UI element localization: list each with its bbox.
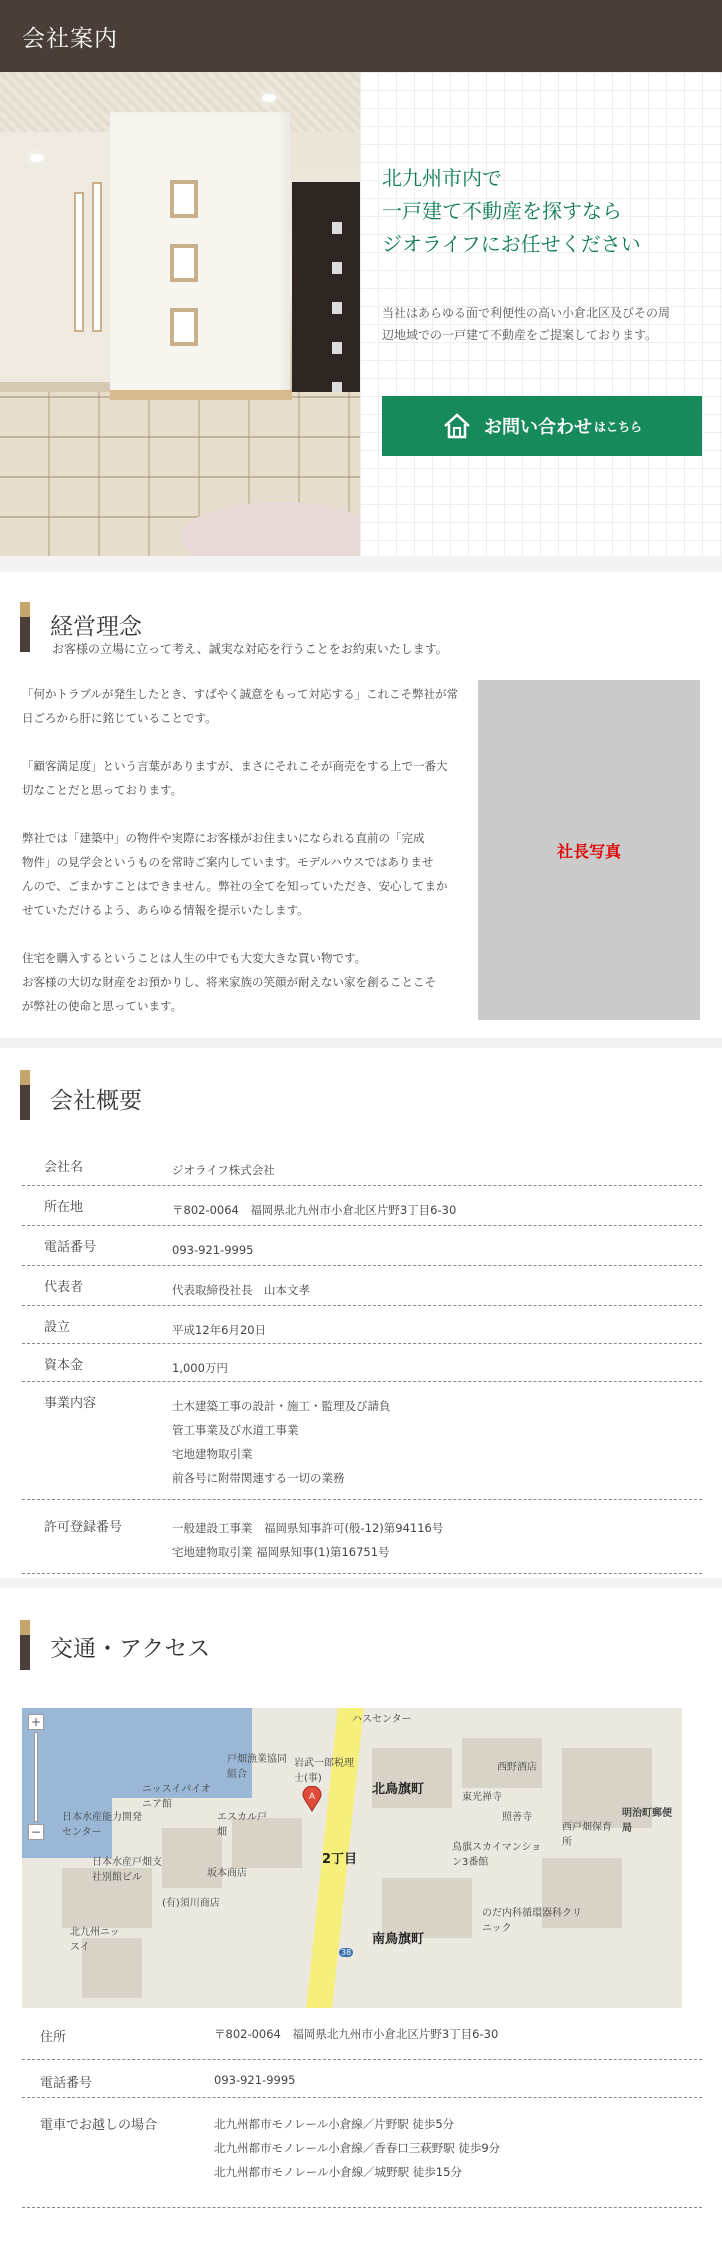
table-row: 資本金 1,000万円 <box>22 1344 702 1382</box>
philosophy-body: 「何かトラブルが発生したとき、すばやく誠意をもって対応する」これこそ弊社が常 日ごろから肝に銘じていることです。 「顧客満足度」という言葉がありますが、まさにそれこそが商売をする上で一番大 切なことだと思っております。 弊社では「建築中」の物件や実際にお客様がお住まいになられる直前の「完成 物件」の見学会というものを常時ご案内しています。モデルハウスではありませ んので、ごまかすことはできません。弊社の全てを知っていただき、安心してまか せていただけるよう、あらゆる情報を提示いたします。 住宅を購入するということは人生の中でも大変大きな買い物です。 お客様の大切な財産をお預かりし、将来家族の笑顔が耐えない家を創ることこそ が弊社の使命と思っています。 <box>22 687 459 1013</box>
table-row: 住所 〒802-0064 福岡県北九州市小倉北区片野3丁目6-30 <box>22 2010 702 2060</box>
table-row: 許可登録番号 一般建設工事業 福岡県知事許可(般-12)第94116号 宅地建物取引業 福岡県知事(1)第16751号 <box>22 1500 702 1574</box>
hero-lead-text: 当社はあらゆる面で利便性の高い小倉北区及びその周 辺地域での一戸建て不動産をご提案しております。 <box>382 306 671 342</box>
philosophy-heading: 経営理念 <box>50 614 142 640</box>
svg-text:A: A <box>308 1791 316 1801</box>
table-row: 電話番号 093-921-9995 <box>22 2060 702 2098</box>
company-heading: 会社概要 <box>50 1088 142 1114</box>
heading-accent-bar <box>20 602 30 652</box>
table-row: 会社名 ジオライフ株式会社 <box>22 1146 702 1186</box>
table-row: 代表者 代表取締役社長 山本文孝 <box>22 1266 702 1306</box>
hero-catchcopy: 北九州市内で 一戸建て不動産を探すなら ジオライフにお任せください <box>382 166 641 256</box>
company-section <box>0 1048 722 1578</box>
page-title: 会社案内 <box>22 26 118 52</box>
heading-accent-bar <box>20 1620 30 1670</box>
philosophy-section <box>0 572 722 1038</box>
map-pin-icon[interactable] <box>302 1786 322 1812</box>
house-icon <box>442 411 472 441</box>
president-photo-placeholder: 社長写真 <box>478 680 700 1020</box>
access-section <box>0 1588 722 2250</box>
access-heading: 交通・アクセス <box>50 1636 211 1662</box>
hero-text-panel <box>360 72 722 556</box>
table-row: 電話番号 093-921-9995 <box>22 1226 702 1266</box>
contact-button[interactable]: お問い合わせ はこちら <box>382 396 702 456</box>
table-row: 電車でお越しの場合 北九州都市モノレール小倉線／片野駅 徒歩5分 北九州都市モノレール小倉線／香春口三萩野駅 徒歩9分 北九州都市モノレール小倉線／城野駅 徒歩15分 <box>22 2098 702 2208</box>
map-zoom-control[interactable] <box>28 1714 44 1844</box>
hero-entrance-photo <box>0 72 360 556</box>
hero-section <box>0 72 722 556</box>
philosophy-subheading: お客様の立場に立って考え、誠実な対応を行うことをお約束いたします。 <box>52 642 448 656</box>
zoom-out-button[interactable]: − <box>28 1824 44 1840</box>
table-row: 事業内容 土木建築工事の設計・施工・監理及び請負 管工事業及び水道工事業 宅地建物取引業 前各号に附帯関連する一切の業務 <box>22 1382 702 1500</box>
zoom-slider[interactable] <box>34 1732 38 1822</box>
access-table <box>22 2010 702 2208</box>
zoom-in-button[interactable]: + <box>28 1714 44 1730</box>
heading-accent-bar <box>20 1070 30 1120</box>
table-row: 所在地 〒802-0064 福岡県北九州市小倉北区片野3丁目6-30 <box>22 1186 702 1226</box>
table-row: 設立 平成12年6月20日 <box>22 1306 702 1344</box>
company-table <box>22 1146 702 1574</box>
page-header <box>0 0 722 72</box>
access-map[interactable]: + − A ハスセンター 北鳥旗町 2丁目 南鳥旗町 岩武一郎税理士(事) 日本水産能力開発センター 日本水産戸畑支社別館ビル 北九州ニッスイ ニッスイパイオニア館 戸畑漁業協同組合 エスカル戸畑 坂本商店 (有)須川商店 照善寺 東光禅寺 西野酒店 のだ内科循環器科クリニック 鳥旗スカイマンション3番館 西戸畑保育所 明治町郵便局 38 <box>22 1708 682 2008</box>
